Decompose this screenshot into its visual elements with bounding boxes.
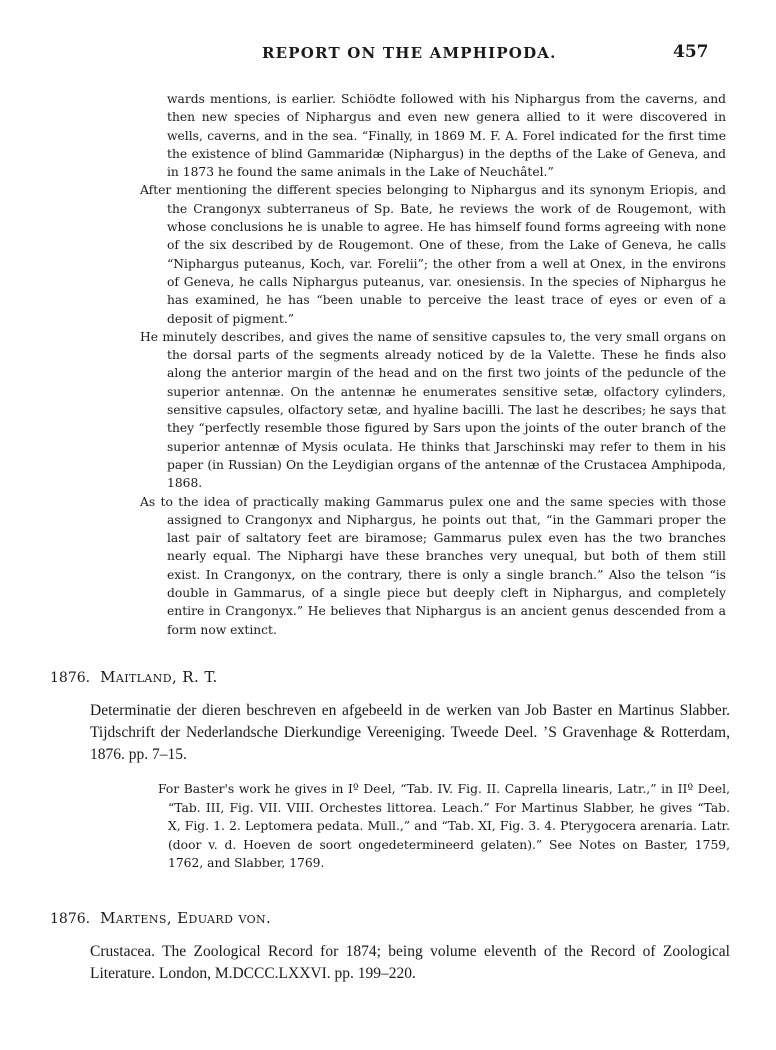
entry-note: [50, 780, 730, 873]
entry-author: Martens, Eduard von.: [100, 909, 272, 927]
entry-reference: Determinatie der dieren beschreven en afgebeeld in de werken van Job Baster en Martinus Slabber. Tijdschrift der Nederlandsche Dierkundige Vereeniging. Tweede Deel. ’S Gravenhage & Rotterdam, 1876. pp. 7–15.: [90, 702, 730, 763]
running-header: [0, 44, 776, 68]
entry-author: Maitland, R. T.: [100, 668, 218, 686]
entry-note-text: For Baster's work he gives in Iº Deel, “Tab. IV. Fig. II. Caprella linearis, Latr.,” in IIº Deel, “Tab. III, Fig. VII. VIII. Orchestes littorea. Leach.” For Martinus Slabber, he gives “Tab. X, Fig. 1. 2. Leptomera pedata. Mull.,” and “Tab. XI, Fig. 3. 4. Pterygocera arenaria. Latr. (door v. d. Hoeven de soort ongedetermineerd gelaten).” See Notes on Baster, 1759, 1762, and Slabber, 1769.: [158, 782, 730, 871]
entry-year: 1876.: [50, 911, 91, 927]
running-title: REPORT ON THE AMPHIPODA.: [262, 44, 557, 62]
summary-text: [140, 90, 726, 639]
paragraph: wards mentions, is earlier. Schiödte followed with his Niphargus from the caverns, and then new species of Niphargus and even new genera allied to it were discovered in wells, caverns, and in the sea. “Finally, in 1869 M. F. A. Forel indicated for the first time the existence of blind Gammaridæ (Niphargus) in the depths of the Lake of Geneva, and in 1873 he found the same animals in the Lake of Neuchâtel.”: [167, 92, 726, 180]
paragraph: He minutely describes, and gives the name of sensitive capsules to, the very small organs on the dorsal parts of the segments already noticed by de la Valette. These he finds also along the anterior margin of the head and on the first two joints of the peduncle of the superior antennæ. On the antennæ he enumerates sensitive setæ, olfactory cylinders, sensitive capsules, olfactory setæ, and hyaline bacilli. The last he describes; he says that they “perfectly resemble those figured by Sars upon the joints of the outer branch of the superior antennæ of Mysis oculata. He thinks that Jarschinski may refer to them in his paper (in Russian) On the Leydigian organs of the antennæ of the Crustacea Amphipoda, 1868.: [140, 329, 726, 491]
entry-reference: Crustacea. The Zoological Record for 1874; being volume eleventh of the Record of Zoological Literature. London, M.DCCC.LXXVI. pp. 199–220.: [90, 943, 730, 982]
paragraph: As to the idea of practically making Gammarus pulex one and the same species with those assigned to Crangonyx and Niphargus, he points out that, “in the Gammari proper the last pair of saltatory feet are biramose; Gammarus pulex even has the two branches nearly equal. The Niphargi have these branches very unequal, but both of them still exist. In Crangonyx, on the contrary, there is only a single branch.” Also the telson “is double in Gammarus, of a single piece but deeply cleft in Niphargus, and completely entire in Crangonyx.” He believes that Niphargus is an ancient genus descended from a form now extinct.: [140, 494, 726, 637]
bibliography-entry: [50, 908, 730, 985]
bibliography-entry: [50, 667, 730, 873]
entry-heading: [50, 908, 730, 929]
entry-year: 1876.: [50, 670, 91, 686]
paragraph: After mentioning the different species belonging to Niphargus and its synonym Eriopis, and the Crangonyx subterraneus of Sp. Bate, he reviews the work of de Rougemont, with whose conclusions he is unable to agree. He has himself found forms agreeing with none of the six described by de Rougemont. One of these, from the Lake of Geneva, he calls “Niphargus puteanus, Koch, var. Forelii”; the other from a well at Onex, in the environs of Geneva, he calls Niphargus puteanus, var. onesiensis. In the species of Niphargus he has examined, he has “been unable to perceive the least trace of eyes or even of a deposit of pigment.”: [140, 183, 726, 326]
entry-heading: [50, 667, 730, 688]
page-number: 457: [673, 42, 709, 62]
